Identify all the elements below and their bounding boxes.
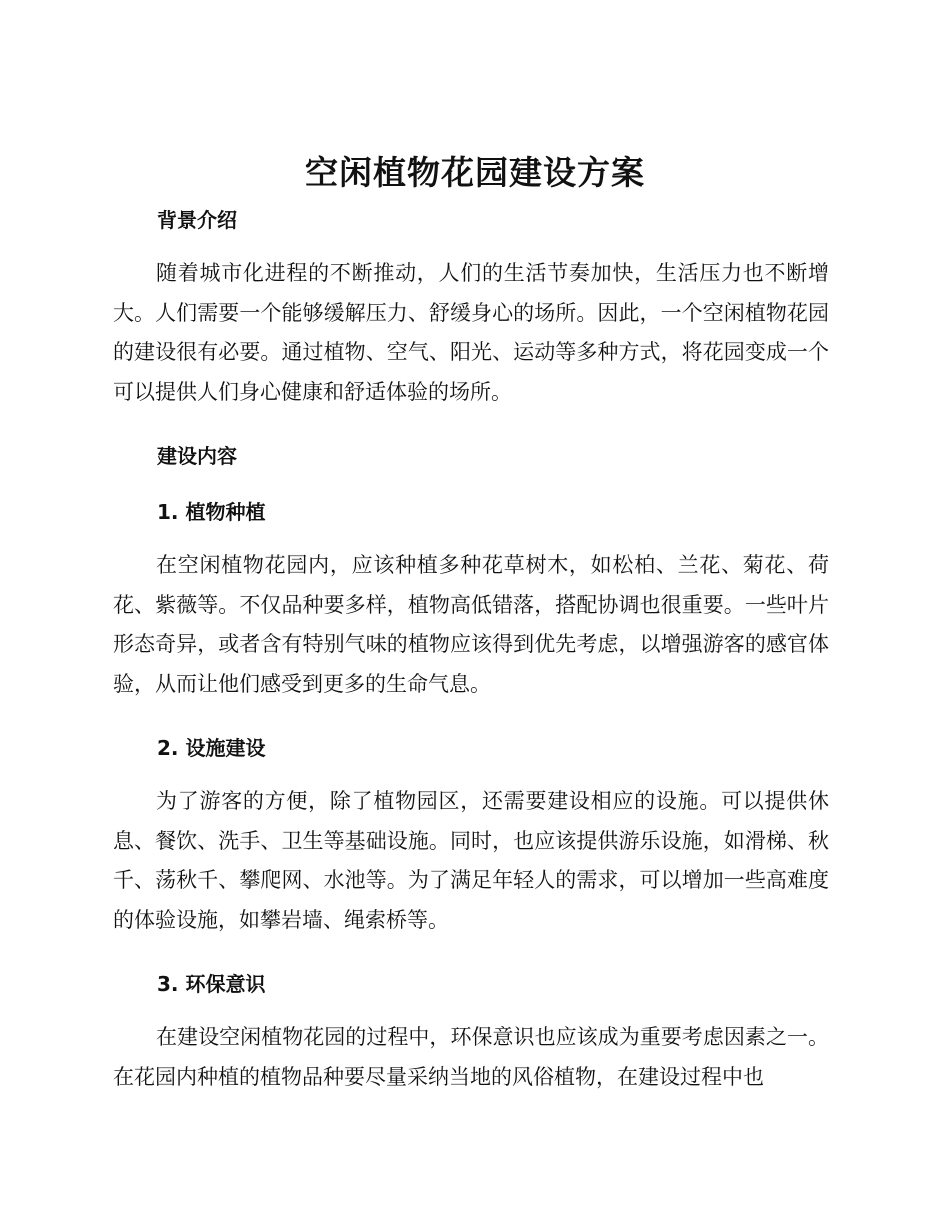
section-heading-construction-content: 建设内容 — [157, 444, 237, 468]
paragraph-background: 随着城市化进程的不断推动，人们的生活节奏加快，生活压力也不断增大。人们需要一个能够缓解压力、舒缓身心的场所。因此，一个空闲植物花园的建设很有必要。通过植物、空气、阳光、运动等多种方式，将花园变成一个可以提供人们身心健康和舒适体验的场所。 — [113, 261, 829, 404]
section-heading-facility-construction: 2. 设施建设 — [157, 736, 266, 760]
document-title: 空闲植物花园建设方案 — [305, 153, 645, 192]
section-heading-plant-cultivation: 1. 植物种植 — [157, 500, 266, 524]
paragraph-environmental-awareness: 在建设空闲植物花园的过程中，环保意识也应该成为重要考虑因素之一。在花园内种植的植物品种要尽量采纳当地的风俗植物，在建设过程中也 — [113, 1025, 829, 1089]
paragraph-plant-cultivation: 在空闲植物花园内，应该种植多种花草树木，如松柏、兰花、菊花、荷花、紫薇等。不仅品种要多样，植物高低错落，搭配协调也很重要。一些叶片形态奇异，或者含有特别气味的植物应该得到优先考虑，以增强游客的感官体验，从而让他们感受到更多的生命气息。 — [113, 553, 829, 696]
section-heading-background: 背景介绍 — [157, 208, 237, 232]
section-heading-environmental-awareness: 3. 环保意识 — [157, 972, 266, 996]
paragraph-facility-construction: 为了游客的方便，除了植物园区，还需要建设相应的设施。可以提供休息、餐饮、洗手、卫生等基础设施。同时，也应该提供游乐设施，如滑梯、秋千、荡秋千、攀爬网、水池等。为了满足年轻人的需求，可以增加一些高难度的体验设施，如攀岩墙、绳索桥等。 — [113, 789, 829, 932]
